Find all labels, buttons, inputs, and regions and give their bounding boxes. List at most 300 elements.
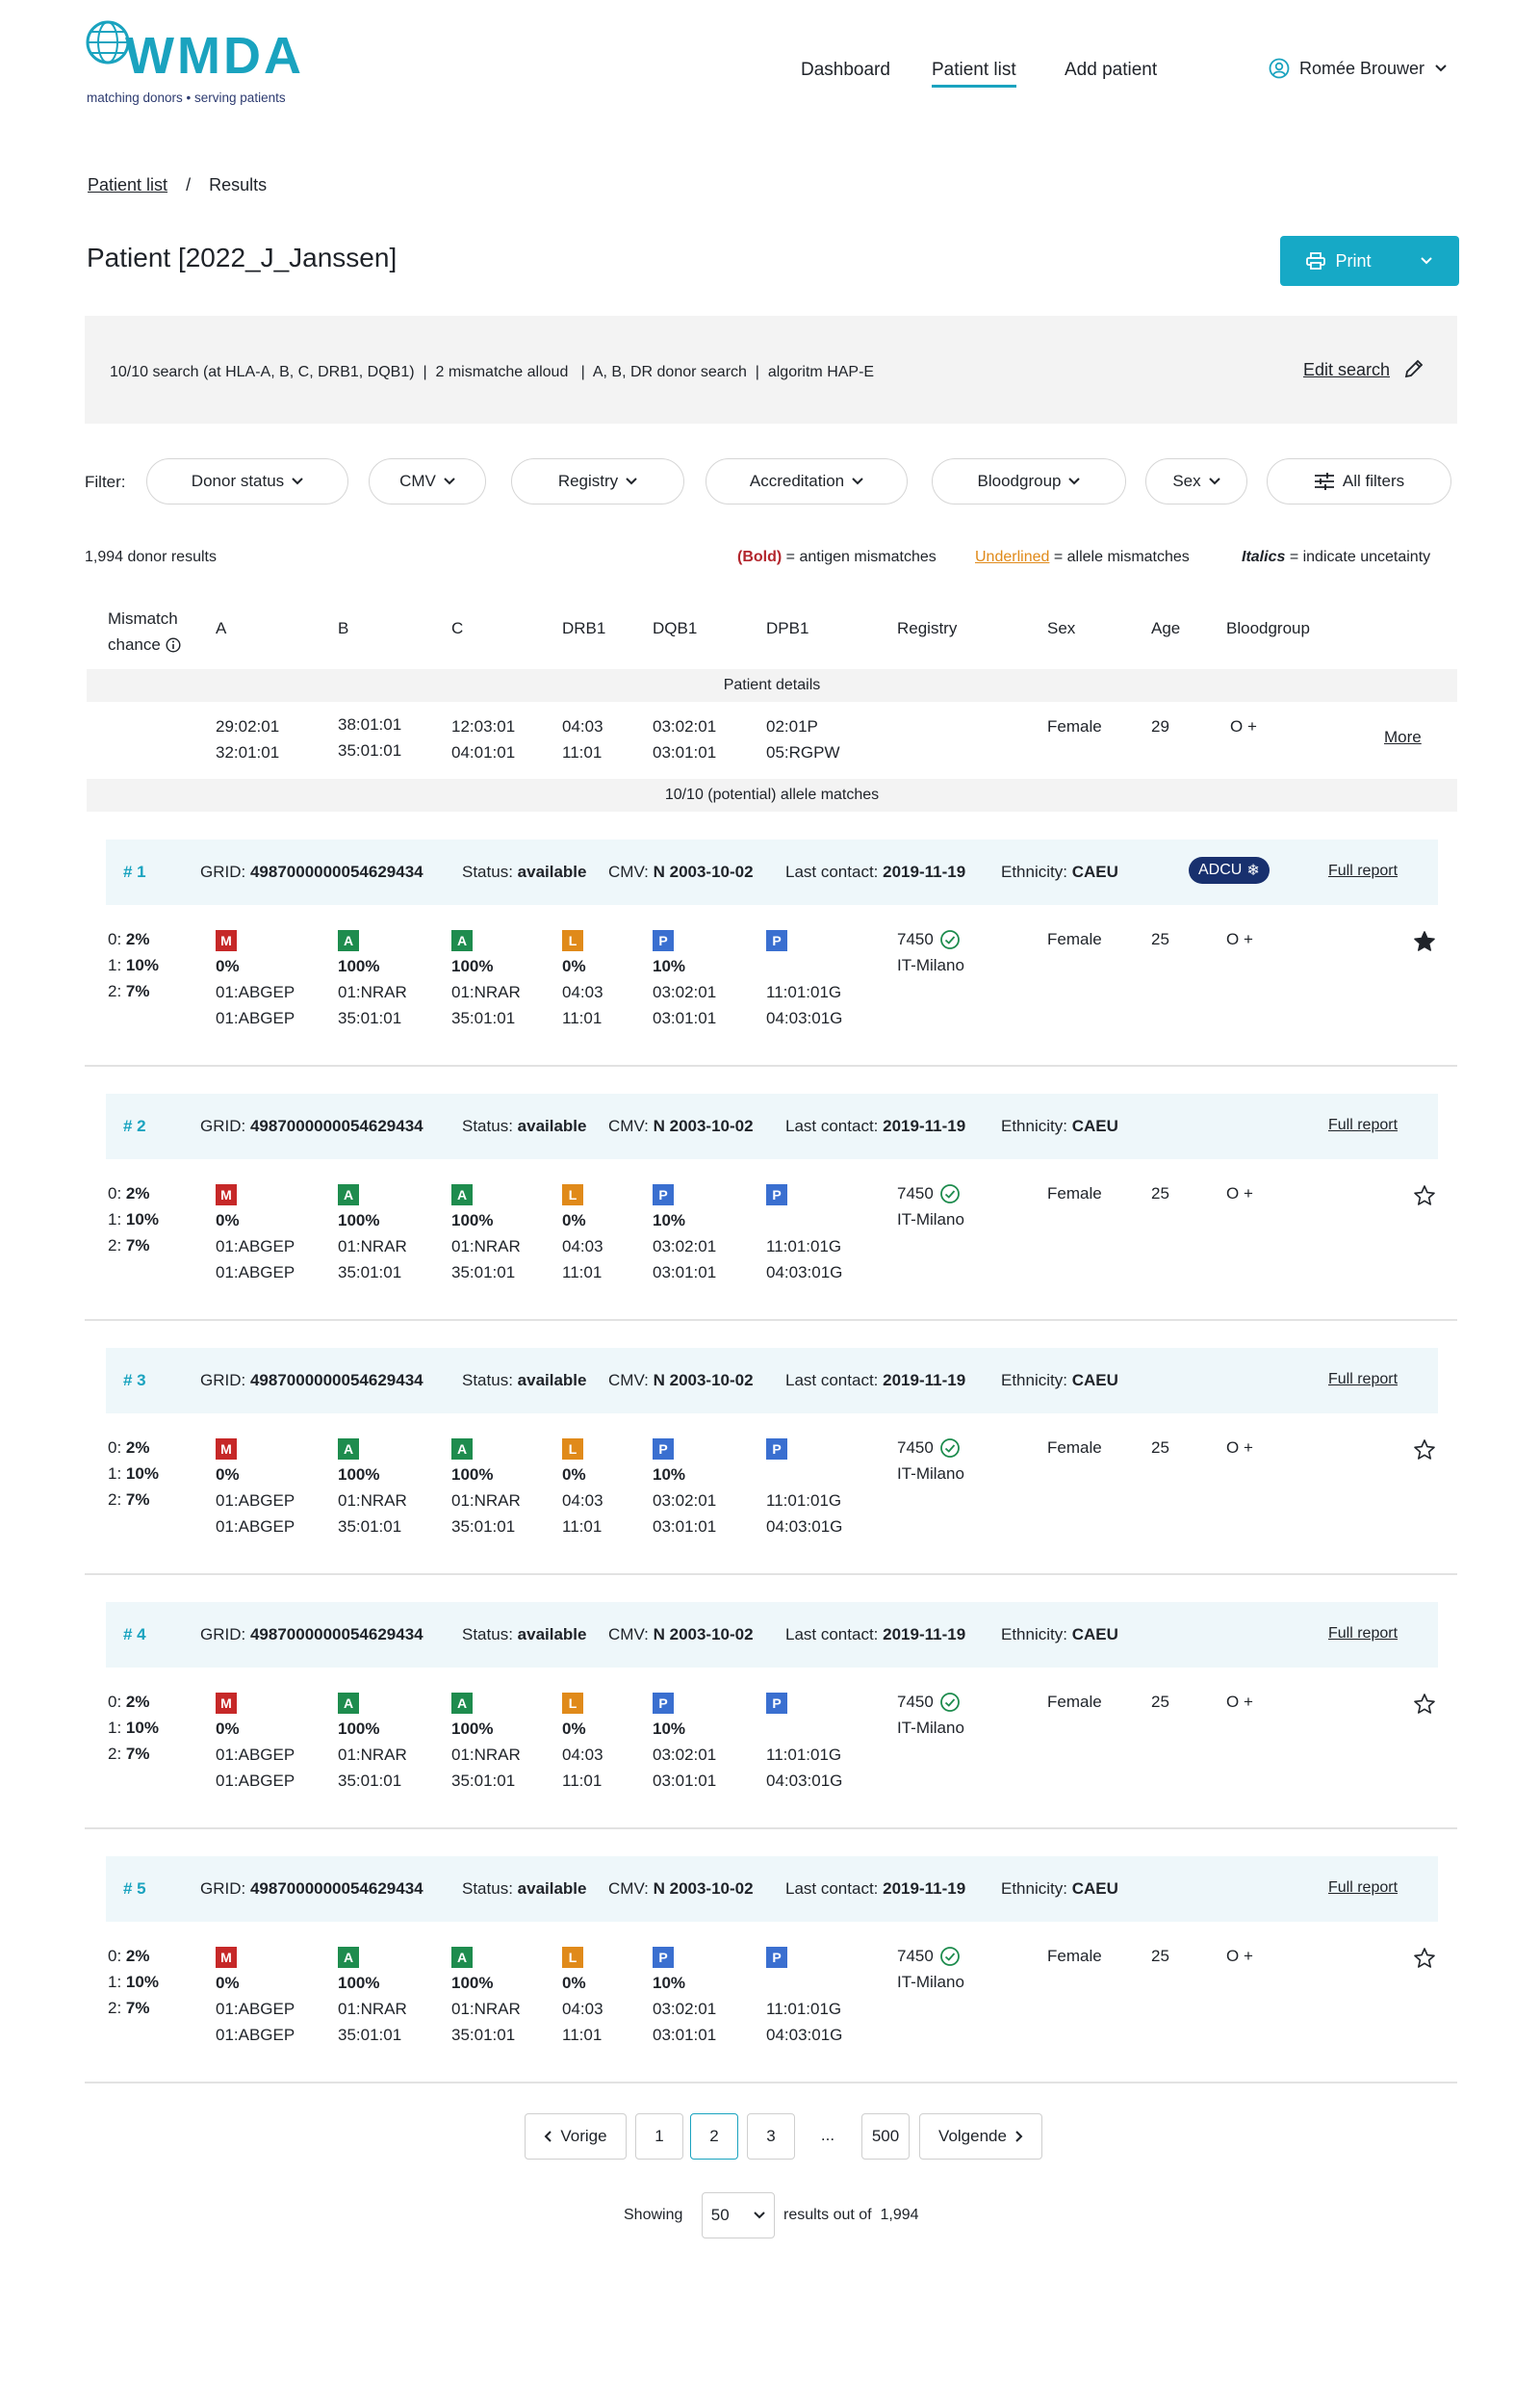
locus-match-percent: 10% [653,1465,686,1484]
filter-sex-label: Sex [1172,472,1201,490]
legend-italics-text: = indicate uncetainty [1289,549,1431,565]
match-grade-badge: M [216,1947,237,1968]
filter-registry[interactable] [511,458,684,504]
donor-ethnicity-value: CAEU [1071,1879,1118,1898]
filter-bloodgroup[interactable] [932,458,1126,504]
locus-allele-1: 04:03 [562,983,603,1001]
legend-underlined-label: Underlined [975,549,1050,565]
col-c[interactable]: C [451,619,464,637]
user-avatar-icon [1269,58,1290,79]
results-count: 1,994 donor results [85,549,217,565]
pagination-next-button[interactable] [919,2113,1042,2160]
donor-locus-drb1 [562,930,603,1031]
check-circle-icon [939,1183,961,1204]
col-mismatch-chance[interactable] [108,606,194,658]
legend-bold-text: = antigen mismatches [785,549,937,565]
chevron-right-icon [1014,2130,1023,2143]
pagination-page-2[interactable]: 2 [690,2113,738,2160]
locus-allele-1: 11:01:01G [766,1491,842,1510]
nav-patient-list[interactable]: Patient list [932,60,1016,88]
locus-allele-1: 01:NRAR [338,2000,407,2018]
donor-cmv [608,863,754,882]
filter-donor-status-label: Donor status [191,472,285,490]
match-grade-badge: P [653,1184,674,1205]
donor-locus-a [216,1693,295,1794]
full-report-link[interactable]: Full report [1328,1371,1399,1387]
patient-sex: Female [1047,717,1102,736]
match-grade-badge: P [653,1693,674,1714]
donor-locus-a [216,1438,295,1539]
donor-cmv-label: CMV: [608,1117,649,1135]
locus-match-percent [766,1716,842,1742]
donor-status [462,1625,586,1644]
check-circle-icon [939,1692,961,1713]
search-summary-panel [85,316,1457,424]
adcu-badge-label: ADCU [1198,862,1243,878]
search-summary-text: 10/10 search (at HLA-A, B, C, DRB1, DQB1) | 2 mismatche alloud | A, B, DR donor search | algoritm HAP-E [110,364,875,380]
donor-sex: Female [1047,1438,1102,1457]
donor-contact-value: 2019-11-19 [883,863,966,881]
donor-bloodgroup: O + [1226,930,1253,948]
match-grade-badge: P [653,930,674,951]
locus-allele-2: 35:01:01 [338,1517,402,1536]
donor-locus-c [451,930,521,1031]
donor-ethnicity [1001,1371,1118,1390]
donor-age: 25 [1151,1693,1169,1711]
donor-header-bar [106,1094,1438,1159]
pagination-page-3[interactable]: 3 [747,2113,795,2160]
locus-allele-1: 01:ABGEP [216,983,295,1001]
page-title: Patient [2022_J_Janssen] [87,243,398,272]
row-divider [85,1827,1457,1829]
donor-registry [897,1180,964,1232]
donor-mismatch-chance: 0: 2% 1: 10% 2: 7% [108,1184,159,1255]
donor-cmv-value: N 2003-10-02 [653,863,754,881]
donor-locus-drb1 [562,1184,603,1285]
donor-status [462,1879,586,1899]
donor-registry [897,1689,964,1741]
donor-mismatch-chance: 0: 2% 1: 10% 2: 7% [108,930,159,1000]
col-dqb1[interactable]: DQB1 [653,619,698,637]
full-report-link[interactable]: Full report [1328,1625,1399,1642]
match-grade-badge: L [562,1693,583,1714]
col-b[interactable]: B [338,619,349,637]
match-grade-badge: A [338,1693,359,1714]
star-filled-icon[interactable] [1413,930,1436,953]
registry-code: 7450 [897,930,934,948]
locus-allele-2: 04:03:01G [766,1772,843,1790]
locus-allele-2: 01:ABGEP [216,1517,295,1536]
donor-last-contact [785,1625,965,1644]
match-grade-badge: L [562,1438,583,1460]
locus-match-percent: 0% [216,1465,240,1484]
match-grade-badge: M [216,1438,237,1460]
locus-allele-2: 35:01:01 [451,1263,516,1281]
full-report-link[interactable]: Full report [1328,1117,1399,1133]
match-grade-badge: A [338,1184,359,1205]
locus-allele-2: 03:01:01 [653,2026,717,2044]
pagination-page-1[interactable]: 1 [635,2113,683,2160]
donor-ethnicity-label: Ethnicity: [1001,1117,1067,1135]
donor-locus-dqb1 [653,1947,716,2048]
locus-match-percent: 0% [562,1720,586,1738]
donor-status-value: available [517,1879,587,1898]
donor-contact-value: 2019-11-19 [883,1625,966,1643]
donor-locus-dqb1 [653,1693,716,1794]
match-grade-badge: A [451,1184,473,1205]
donor-ethnicity [1001,1879,1118,1899]
donor-ethnicity-value: CAEU [1071,1625,1118,1643]
donor-grid-label: GRID: [200,1117,246,1135]
donor-locus-a [216,1947,295,2048]
breadcrumb [88,175,267,195]
locus-allele-2: 04:03:01G [766,1517,843,1536]
legend-bold [737,549,937,566]
locus-allele-2: 03:01:01 [653,1263,717,1281]
user-menu[interactable] [1269,58,1448,79]
col-age[interactable]: Age [1151,619,1181,637]
full-report-link[interactable]: Full report [1328,863,1399,879]
donor-contact-label: Last contact: [785,1879,879,1898]
donor-cmv-value: N 2003-10-02 [653,1879,754,1898]
donor-sex: Female [1047,1693,1102,1711]
patient-details-band: Patient details [87,669,1457,702]
donor-status-label: Status: [462,1625,513,1643]
locus-allele-2: 11:01 [562,2026,603,2044]
locus-match-percent: 0% [216,1720,240,1738]
donor-cmv-value: N 2003-10-02 [653,1625,754,1643]
match-grade-badge: P [766,930,787,951]
donor-grid [200,1117,424,1136]
locus-allele-2: 11:01 [562,1772,603,1790]
match-grade-badge: A [451,930,473,951]
locus-match-percent: 100% [451,1211,494,1229]
locus-match-percent: 100% [338,1211,380,1229]
donor-grid-value: 4987000000054629434 [249,1625,424,1643]
locus-allele-1: 11:01:01G [766,2000,842,2018]
breadcrumb-separator: / [186,175,192,194]
locus-match-percent: 100% [451,1720,494,1738]
adcu-badge [1189,857,1270,884]
col-sex[interactable]: Sex [1047,619,1076,637]
match-grade-badge: M [216,1693,237,1714]
donor-locus-dqb1 [653,1184,716,1285]
chevron-down-icon [1434,64,1448,73]
match-grade-badge: P [653,1947,674,1968]
match-grade-badge: L [562,1184,583,1205]
pagination-prev-label: Vorige [560,2127,607,2145]
donor-cmv [608,1625,754,1644]
all-filters-button[interactable] [1267,458,1451,504]
locus-allele-1: 01:NRAR [451,1746,521,1764]
match-grade-badge: P [766,1438,787,1460]
chevron-down-icon [1068,478,1080,485]
pencil-icon[interactable] [1403,358,1424,379]
donor-ethnicity-label: Ethnicity: [1001,1879,1067,1898]
locus-match-percent [766,1970,842,1996]
locus-match-percent [766,1207,842,1233]
donor-grid [200,1879,424,1899]
donor-last-contact [785,863,965,882]
donor-cmv-value: N 2003-10-02 [653,1117,754,1135]
star-outline-icon[interactable] [1413,1693,1436,1716]
donor-last-contact [785,1371,965,1390]
donor-ethnicity-value: CAEU [1071,1117,1118,1135]
chevron-down-icon [292,478,303,485]
col-drb1[interactable]: DRB1 [562,619,606,637]
filter-donor-status[interactable] [146,458,348,504]
donor-header-bar [106,840,1438,905]
locus-allele-2: 01:ABGEP [216,1009,295,1027]
full-report-link[interactable]: Full report [1328,1879,1399,1896]
locus-match-percent: 100% [451,1974,494,1992]
donor-bloodgroup: O + [1226,1693,1253,1711]
donor-cmv [608,1879,754,1899]
star-outline-icon[interactable] [1413,1947,1436,1970]
donor-locus-b [338,1184,407,1285]
locus-match-percent: 100% [338,1465,380,1484]
match-grade-badge: P [766,1693,787,1714]
chevron-down-icon [852,478,863,485]
locus-match-percent: 0% [216,957,240,975]
match-grade-badge: A [451,1693,473,1714]
col-dpb1[interactable]: DPB1 [766,619,809,637]
locus-allele-2: 35:01:01 [451,1517,516,1536]
pagination-next-label: Volgende [938,2127,1007,2145]
print-button[interactable] [1280,236,1459,286]
match-grade-badge: A [338,1438,359,1460]
user-name: Romée Brouwer [1299,58,1425,78]
locus-allele-1: 11:01:01G [766,983,842,1001]
donor-locus-b [338,1947,407,2048]
legend-italics [1242,549,1430,566]
locus-allele-1: 04:03 [562,1237,603,1255]
donor-header-bar [106,1856,1438,1922]
locus-match-percent: 100% [451,1465,494,1484]
locus-match-percent: 0% [562,957,586,975]
nav-dashboard[interactable]: Dashboard [801,60,890,80]
filter-label: Filter: [85,473,126,491]
locus-allele-2: 11:01 [562,1263,603,1281]
donor-bloodgroup: O + [1226,1438,1253,1457]
donor-locus-drb1 [562,1438,603,1539]
donor-rank: # 4 [123,1625,146,1643]
donor-locus-c [451,1438,521,1539]
donor-sex: Female [1047,1947,1102,1965]
col-registry[interactable]: Registry [897,619,958,637]
registry-city: IT-Milano [897,1210,964,1229]
locus-allele-2: 03:01:01 [653,1772,717,1790]
donor-contact-label: Last contact: [785,863,879,881]
pagination-prev-button[interactable] [525,2113,627,2160]
star-outline-icon[interactable] [1413,1184,1436,1207]
patient-c: 12:03:01 04:01:01 [451,717,516,762]
legend-bold-label: (Bold) [737,549,783,565]
locus-allele-1: 01:NRAR [338,1491,407,1510]
legend-underlined [975,549,1190,566]
locus-match-percent: 0% [562,1974,586,1992]
donor-contact-value: 2019-11-19 [883,1371,966,1389]
donor-locus-c [451,1693,521,1794]
filter-accreditation-label: Accreditation [749,472,845,490]
donor-header-bar [106,1602,1438,1668]
print-label: Print [1335,250,1372,271]
donor-status [462,1371,586,1390]
breadcrumb-patient-list[interactable]: Patient list [88,175,168,194]
match-grade-badge: P [766,1947,787,1968]
locus-allele-1: 01:ABGEP [216,1746,295,1764]
locus-allele-2: 03:01:01 [653,1517,717,1536]
filter-accreditation[interactable] [706,458,908,504]
donor-locus-drb1 [562,1693,603,1794]
donor-rank: # 2 [123,1117,146,1135]
results-total-text: results out of 1,994 [783,2207,919,2223]
filter-registry-label: Registry [557,472,619,490]
all-filters-label: All filters [1342,472,1405,490]
nav-add-patient[interactable]: Add patient [1065,60,1158,80]
donor-ethnicity-label: Ethnicity: [1001,1371,1067,1389]
donor-grid-label: GRID: [200,863,246,881]
filter-sex[interactable] [1145,458,1247,504]
match-grade-badge: M [216,930,237,951]
registry-code: 7450 [897,1693,934,1711]
donor-locus-drb1 [562,1947,603,2048]
donor-grid [200,863,424,882]
locus-allele-2: 04:03:01G [766,2026,843,2044]
registry-city: IT-Milano [897,956,964,974]
donor-grid-value: 4987000000054629434 [249,1371,424,1389]
row-divider [85,1573,1457,1575]
locus-allele-1: 01:NRAR [451,983,521,1001]
legend-underlined-text: = allele mismatches [1053,549,1190,565]
snowflake-icon: ❄ [1246,863,1260,879]
locus-allele-2: 11:01 [562,1009,603,1027]
patient-a: 29:02:01 32:01:01 [216,717,280,762]
locus-match-percent: 10% [653,1211,686,1229]
info-icon[interactable] [166,637,181,653]
per-page-select[interactable] [702,2192,775,2238]
sliders-icon [1314,473,1335,490]
chevron-left-icon [544,2130,552,2143]
donor-grid [200,1371,424,1390]
edit-search-link[interactable]: Edit search [1302,360,1390,379]
showing-label: Showing [624,2207,683,2223]
patient-dqb1: 03:02:01 03:01:01 [653,717,717,762]
locus-match-percent [766,1462,842,1488]
locus-allele-1: 01:NRAR [451,1491,521,1510]
locus-allele-1: 01:NRAR [451,2000,521,2018]
donor-rank: # 3 [123,1371,146,1389]
locus-match-percent: 10% [653,957,686,975]
locus-allele-2: 35:01:01 [338,1772,402,1790]
locus-allele-1: 01:NRAR [338,1237,407,1255]
patient-dpb1: 02:01P 05:RGPW [766,717,840,762]
locus-allele-2: 01:ABGEP [216,1772,295,1790]
locus-allele-1: 01:NRAR [338,983,407,1001]
locus-match-percent [766,953,842,979]
donor-status-value: available [517,863,587,881]
donor-contact-label: Last contact: [785,1371,879,1389]
donor-grid [200,1625,424,1644]
star-outline-icon[interactable] [1413,1438,1436,1462]
locus-allele-2: 11:01 [562,1517,603,1536]
donor-age: 25 [1151,1438,1169,1457]
donor-locus-dqb1 [653,930,716,1031]
donor-contact-value: 2019-11-19 [883,1117,966,1135]
registry-city: IT-Milano [897,1464,964,1483]
locus-allele-1: 01:ABGEP [216,2000,295,2018]
col-a[interactable]: A [216,619,227,637]
filter-cmv-label: CMV [399,472,436,490]
donor-ethnicity [1001,1625,1118,1644]
chevron-down-icon[interactable] [1420,256,1433,266]
donor-ethnicity-label: Ethnicity: [1001,1625,1067,1643]
donor-status-value: available [517,1117,587,1135]
locus-match-percent: 100% [338,1720,380,1738]
donor-last-contact [785,1879,965,1899]
col-bloodgroup[interactable]: Bloodgroup [1226,619,1310,637]
locus-allele-1: 01:NRAR [338,1746,407,1764]
donor-contact-label: Last contact: [785,1625,879,1643]
check-circle-icon [939,929,961,950]
donor-cmv [608,1371,754,1390]
donor-sex: Female [1047,930,1102,948]
donor-last-contact [785,1117,965,1136]
filter-cmv[interactable] [369,458,486,504]
donor-ethnicity-label: Ethnicity: [1001,863,1067,881]
donor-status-label: Status: [462,1117,513,1135]
donor-ethnicity-value: CAEU [1071,863,1118,881]
locus-allele-1: 03:02:01 [653,1237,717,1255]
locus-allele-1: 04:03 [562,1746,603,1764]
registry-code: 7450 [897,1947,934,1965]
locus-allele-2: 03:01:01 [653,1009,717,1027]
donor-locus-dqb1 [653,1438,716,1539]
filter-bloodgroup-label: Bloodgroup [977,472,1062,490]
patient-more-link[interactable]: More [1384,728,1422,746]
locus-allele-1: 04:03 [562,1491,603,1510]
donor-grid-value: 4987000000054629434 [249,1117,424,1135]
locus-match-percent: 0% [216,1211,240,1229]
donor-registry [897,926,964,978]
locus-match-percent: 0% [562,1465,586,1484]
locus-match-percent: 100% [451,957,494,975]
donor-locus-b [338,1438,407,1539]
locus-allele-1: 01:ABGEP [216,1237,295,1255]
pagination-page-500[interactable]: 500 [861,2113,910,2160]
row-divider [85,1319,1457,1321]
donor-grid-label: GRID: [200,1371,246,1389]
patient-drb1: 04:03 11:01 [562,717,603,762]
donor-mismatch-chance: 0: 2% 1: 10% 2: 7% [108,1438,159,1509]
donor-bloodgroup: O + [1226,1947,1253,1965]
donor-status-value: available [517,1371,587,1389]
donor-grid-value: 4987000000054629434 [249,1879,424,1898]
donor-locus-b [338,930,407,1031]
donor-grid-label: GRID: [200,1879,246,1898]
locus-match-percent: 100% [338,1974,380,1992]
locus-allele-2: 35:01:01 [338,2026,402,2044]
chevron-down-icon [1209,478,1220,485]
registry-code: 7450 [897,1184,934,1203]
locus-allele-1: 11:01:01G [766,1237,842,1255]
locus-allele-1: 03:02:01 [653,1746,717,1764]
match-grade-badge: L [562,930,583,951]
breadcrumb-current: Results [209,175,268,194]
donor-rank: # 1 [123,863,146,881]
wmda-logo[interactable]: WMDA [125,27,304,85]
match-grade-badge: A [451,1947,473,1968]
